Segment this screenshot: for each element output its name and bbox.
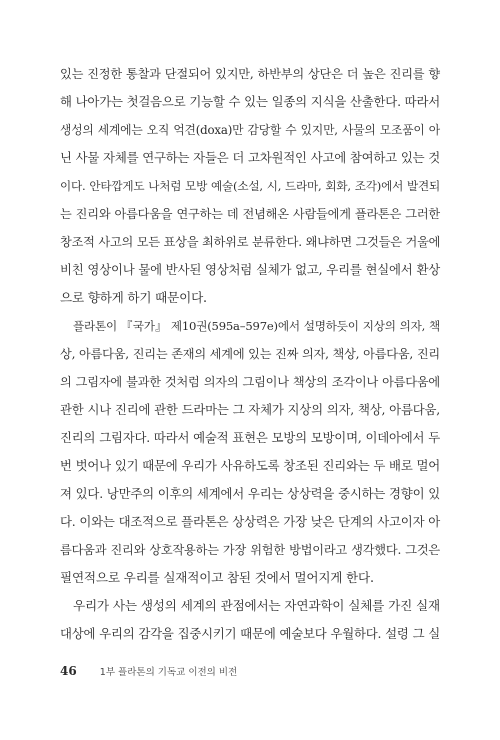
body-text [60, 60, 440, 648]
text-line: 상, 아름다움, 진리는 존재의 세계에 있는 진짜 의자, 책상, 아름다움, 진리 [60, 347, 440, 361]
text-line: 으로 향하게 하기 때문이다. [60, 290, 207, 305]
text-line: 관한 시나 진리에 관한 드라마는 그 자체가 지상의 의자, 책상, 아름다움, [60, 402, 440, 417]
text-line: 있는 진정한 통찰과 단절되어 있지만, 하반부의 상단은 더 높은 진리를 향 [60, 67, 440, 81]
text-line: 우리가 사는 생성의 세계의 관점에서는 자연과학이 실체를 가진 실재 [73, 598, 440, 613]
text-line: 대상에 우리의 감각을 집중시키기 때문에 예술보다 우월하다. 설령 그 실 [60, 626, 440, 641]
text-line: 플라톤이 『국가』 제10권(595a–597e)에서 설명하듯이 지상의 의자, 책 [73, 319, 440, 333]
text-line: 필연적으로 우리를 실재적이고 참된 것에서 멀어지게 한다. [60, 570, 374, 585]
text-line: 닌 사물 자체를 연구하는 자들은 더 고차원적인 사고에 참여하고 있는 것 [60, 150, 440, 165]
text-line: 진리의 그림자다. 따라서 예술적 표현은 모방의 모방이며, 이데아에서 두 [60, 430, 440, 445]
text-line: 름다움과 진리와 상호작용하는 가장 위험한 방법이라고 생각했다. 그것은 [60, 543, 440, 557]
text-line: 해 나아가는 첫걸음으로 기능할 수 있는 일종의 지식을 산출한다. 따라서 [60, 94, 440, 109]
text-line: 번 벗어나 있기 때문에 우리가 사유하도록 창조된 진리와는 두 배로 멀어 [60, 458, 440, 473]
running-head: 1부 플라톤의 기독교 이전의 비전 [99, 667, 238, 678]
text-line: 창조적 사고의 모든 표상을 최하위로 분류한다. 왜냐하면 그것들은 거울에 [60, 235, 441, 249]
text-line: 는 진리와 아름다움을 연구하는 데 전념해온 사람들에게 플라톤은 그러한 [60, 207, 440, 221]
page-number: 46 [60, 664, 77, 678]
text-line: 비친 영상이나 물에 반사된 영상처럼 실체가 없고, 우리를 현실에서 환상 [60, 262, 440, 277]
text-line: 다. 이와는 대조적으로 플라톤은 상상력은 가장 낮은 단계의 사고이자 아 [60, 514, 440, 529]
text-line: 의 그림자에 불과한 것처럼 의자의 그림이나 책상의 조각이나 아름다움에 [60, 375, 440, 389]
text-line: 져 있다. 낭만주의 이후의 세계에서 우리는 상상력을 중시하는 경향이 있 [60, 486, 440, 501]
text-line: 생성의 세계에는 오직 억견(doxa)만 감당할 수 있지만, 사물의 모조품이 아 [60, 123, 440, 137]
text-line: 이다. 안타깝게도 나처럼 모방 예술(소설, 시, 드라마, 회화, 조각)에서 발견되 [60, 179, 440, 193]
page-footer [60, 660, 237, 679]
